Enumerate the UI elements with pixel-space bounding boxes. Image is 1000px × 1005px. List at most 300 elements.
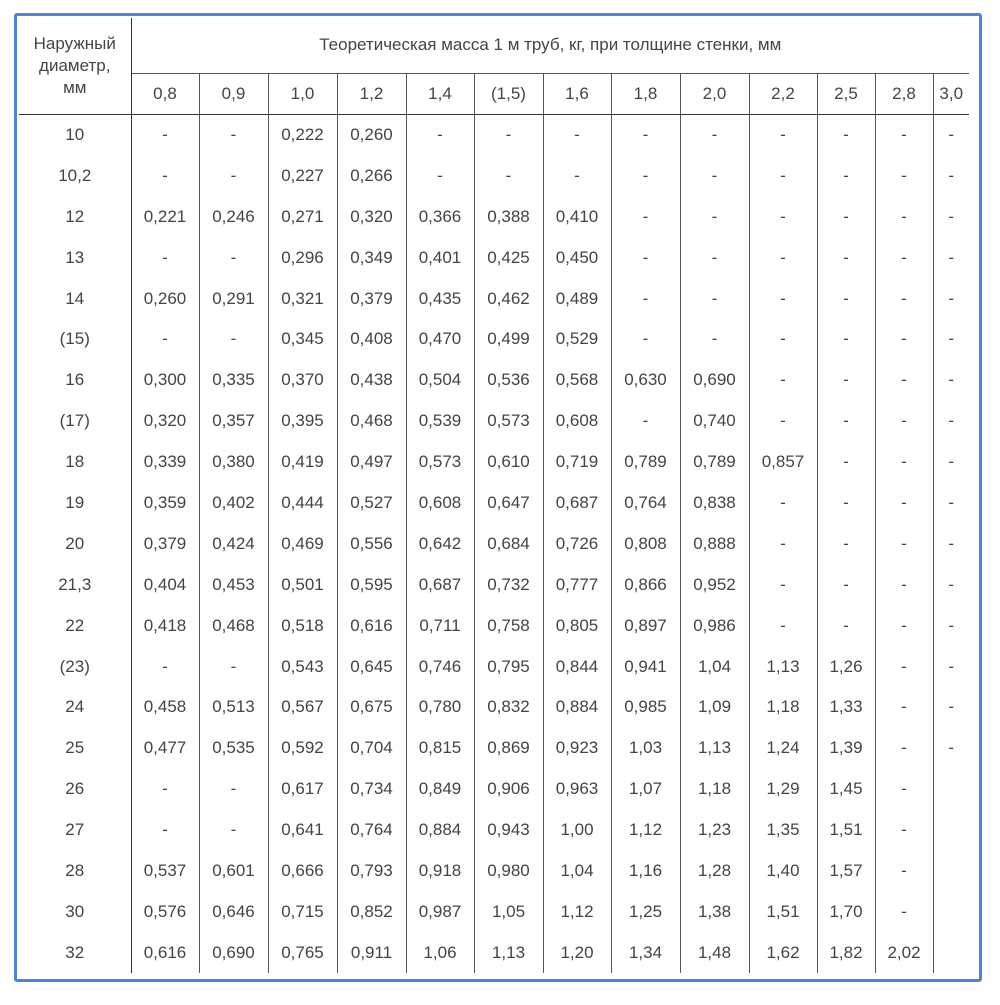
mass-cell: - xyxy=(680,114,749,155)
table-row xyxy=(19,523,969,564)
mass-cell: - xyxy=(199,810,268,851)
mass-cell: 1,07 xyxy=(611,769,680,810)
mass-cell: - xyxy=(875,646,933,687)
mass-cell: - xyxy=(875,196,933,237)
mass-cell: - xyxy=(875,360,933,401)
mass-cell: - xyxy=(875,769,933,810)
mass-cell: 0,646 xyxy=(199,891,268,932)
mass-cell: 0,296 xyxy=(268,237,337,278)
table-row xyxy=(19,237,969,278)
mass-cell: - xyxy=(948,452,955,472)
mass-cell: 0,424 xyxy=(199,523,268,564)
mass-cell: 1,45 xyxy=(817,769,875,810)
mass-cell: 0,504 xyxy=(406,360,474,401)
mass-cell: 0,462 xyxy=(474,278,543,319)
mass-cell: - xyxy=(948,533,955,553)
table-row xyxy=(19,851,969,892)
mass-cell: 1,23 xyxy=(680,810,749,851)
table-row xyxy=(19,810,969,851)
mass-cell: - xyxy=(131,646,199,687)
mass-cell: 0,985 xyxy=(611,687,680,728)
mass-cell: 0,808 xyxy=(611,523,680,564)
mass-cell xyxy=(933,810,969,851)
mass-cell: - xyxy=(199,646,268,687)
mass-cell: 0,884 xyxy=(406,810,474,851)
mass-cell: - xyxy=(817,278,875,319)
mass-cell: 0,410 xyxy=(543,196,611,237)
mass-cell: 0,501 xyxy=(268,564,337,605)
mass-cell: - xyxy=(817,564,875,605)
mass-cell: 0,923 xyxy=(543,728,611,769)
mass-cell: 0,349 xyxy=(337,237,406,278)
mass-cell: 1,26 xyxy=(817,646,875,687)
mass-cell: - xyxy=(749,155,817,196)
mass-title: Теоретическая масса 1 м труб, кг, при толщине стенки, мм xyxy=(131,18,969,73)
mass-cell: 0,444 xyxy=(268,483,337,524)
mass-cell: 0,380 xyxy=(199,442,268,483)
mass-cell: - xyxy=(948,370,955,390)
mass-cell: 0,789 xyxy=(680,442,749,483)
mass-cell: 1,13 xyxy=(474,932,543,973)
mass-cell: 0,379 xyxy=(131,523,199,564)
mass-cell: 0,869 xyxy=(474,728,543,769)
table-row xyxy=(19,687,969,728)
diameter-cell: 13 xyxy=(19,237,131,278)
mass-cell: 1,24 xyxy=(749,728,817,769)
mass-cell: 0,499 xyxy=(474,319,543,360)
mass-cell: 0,849 xyxy=(406,769,474,810)
mass-cell: - xyxy=(474,114,543,155)
mass-cell: - xyxy=(611,278,680,319)
mass-cell: 0,536 xyxy=(474,360,543,401)
mass-cell: - xyxy=(875,564,933,605)
mass-cell: - xyxy=(817,319,875,360)
mass-cell: - xyxy=(199,114,268,155)
mass-cell: 1,05 xyxy=(474,891,543,932)
table-frame xyxy=(14,13,982,982)
mass-cell xyxy=(933,851,969,892)
mass-cell: 1,13 xyxy=(749,646,817,687)
mass-cell: 0,726 xyxy=(543,523,611,564)
mass-cell: - xyxy=(199,319,268,360)
mass-cell: - xyxy=(948,411,955,431)
mass-cell: 0,758 xyxy=(474,605,543,646)
mass-cell: 0,987 xyxy=(406,891,474,932)
mass-cell: 0,592 xyxy=(268,728,337,769)
mass-cell: 0,852 xyxy=(337,891,406,932)
mass-cell: 1,13 xyxy=(680,728,749,769)
mass-cell: 0,857 xyxy=(749,442,817,483)
mass-cell: - xyxy=(749,605,817,646)
mass-cell: - xyxy=(611,155,680,196)
mass-cell: 0,438 xyxy=(337,360,406,401)
mass-cell: 0,271 xyxy=(268,196,337,237)
diameter-cell: (15) xyxy=(19,319,131,360)
table-row xyxy=(19,728,969,769)
thickness-header: 0,9 xyxy=(199,73,268,114)
table-row xyxy=(19,114,969,155)
mass-cell: - xyxy=(817,605,875,646)
mass-cell: 0,379 xyxy=(337,278,406,319)
mass-cell: 0,246 xyxy=(199,196,268,237)
mass-cell: - xyxy=(749,196,817,237)
thickness-header: (1,5) xyxy=(474,73,543,114)
mass-cell: - xyxy=(875,810,933,851)
mass-cell: 1,25 xyxy=(611,891,680,932)
mass-cell: 1,51 xyxy=(749,891,817,932)
mass-cell: - xyxy=(199,769,268,810)
mass-cell: - xyxy=(875,155,933,196)
mass-cell: 1,39 xyxy=(817,728,875,769)
table-row xyxy=(19,442,969,483)
mass-cell: - xyxy=(543,155,611,196)
mass-cell: 0,370 xyxy=(268,360,337,401)
mass-cell: - xyxy=(875,851,933,892)
mass-cell: - xyxy=(611,237,680,278)
diameter-label-line1: Наружный xyxy=(33,33,116,53)
mass-cell: - xyxy=(680,278,749,319)
mass-cell: 0,404 xyxy=(131,564,199,605)
mass-cell: 0,795 xyxy=(474,646,543,687)
mass-cell: 0,489 xyxy=(543,278,611,319)
diameter-cell: 26 xyxy=(19,769,131,810)
thickness-header: 1,8 xyxy=(611,73,680,114)
mass-cell: 0,647 xyxy=(474,483,543,524)
diameter-cell: 14 xyxy=(19,278,131,319)
mass-cell: 1,06 xyxy=(406,932,474,973)
mass-cell: 0,906 xyxy=(474,769,543,810)
mass-cell xyxy=(933,891,969,932)
mass-cell: - xyxy=(406,114,474,155)
mass-cell: 0,780 xyxy=(406,687,474,728)
diameter-cell: 10,2 xyxy=(19,155,131,196)
mass-cell: 0,266 xyxy=(337,155,406,196)
mass-cell: 1,18 xyxy=(680,769,749,810)
mass-cell: 0,573 xyxy=(406,442,474,483)
mass-cell: 0,359 xyxy=(131,483,199,524)
mass-cell: 1,34 xyxy=(611,932,680,973)
mass-cell: 1,18 xyxy=(749,687,817,728)
mass-cell: 0,513 xyxy=(199,687,268,728)
mass-cell: 0,321 xyxy=(268,278,337,319)
mass-cell: 2,02 xyxy=(875,932,933,973)
mass-cell: - xyxy=(948,615,955,635)
diameter-cell: (23) xyxy=(19,646,131,687)
thickness-header: 1,4 xyxy=(406,73,474,114)
mass-cell: 0,832 xyxy=(474,687,543,728)
mass-cell: 0,704 xyxy=(337,728,406,769)
mass-cell: - xyxy=(131,769,199,810)
thickness-header: 2,5 xyxy=(817,73,875,114)
mass-cell: 0,556 xyxy=(337,523,406,564)
thickness-header: 1,0 xyxy=(268,73,337,114)
thickness-header: 2,8 xyxy=(875,73,933,114)
mass-cell: - xyxy=(680,319,749,360)
mass-cell: - xyxy=(875,687,933,728)
mass-cell: - xyxy=(680,196,749,237)
mass-cell: - xyxy=(875,728,933,769)
mass-cell: 0,435 xyxy=(406,278,474,319)
mass-cell: - xyxy=(131,237,199,278)
mass-cell: 0,567 xyxy=(268,687,337,728)
mass-cell: 0,357 xyxy=(199,401,268,442)
mass-cell: 0,884 xyxy=(543,687,611,728)
mass-cell: - xyxy=(948,329,955,349)
thickness-header: 2,2 xyxy=(749,73,817,114)
mass-cell: 0,450 xyxy=(543,237,611,278)
mass-cell: - xyxy=(875,114,933,155)
mass-cell: 0,645 xyxy=(337,646,406,687)
diameter-cell: 16 xyxy=(19,360,131,401)
mass-cell: 0,764 xyxy=(337,810,406,851)
mass-cell: - xyxy=(131,155,199,196)
mass-cell: 0,732 xyxy=(474,564,543,605)
mass-cell: 1,16 xyxy=(611,851,680,892)
mass-cell: 0,227 xyxy=(268,155,337,196)
mass-cell: 0,458 xyxy=(131,687,199,728)
mass-cell: 0,260 xyxy=(131,278,199,319)
mass-cell: 0,943 xyxy=(474,810,543,851)
mass-cell: 0,335 xyxy=(199,360,268,401)
mass-cell: 0,616 xyxy=(131,932,199,973)
mass-cell: 0,866 xyxy=(611,564,680,605)
mass-cell: - xyxy=(611,401,680,442)
mass-cell: 0,401 xyxy=(406,237,474,278)
mass-cell: 0,527 xyxy=(337,483,406,524)
mass-cell: - xyxy=(817,401,875,442)
mass-cell: 0,666 xyxy=(268,851,337,892)
mass-cell: 0,734 xyxy=(337,769,406,810)
mass-cell: - xyxy=(948,124,955,144)
table-row xyxy=(19,564,969,605)
mass-cell: - xyxy=(948,697,955,717)
mass-cell: - xyxy=(199,237,268,278)
pipe-mass-table xyxy=(19,18,969,973)
mass-cell: 0,477 xyxy=(131,728,199,769)
mass-cell: 0,221 xyxy=(131,196,199,237)
mass-cell xyxy=(933,769,969,810)
mass-cell: 0,610 xyxy=(474,442,543,483)
thickness-header: 1,6 xyxy=(543,73,611,114)
diameter-cell: 24 xyxy=(19,687,131,728)
table-row xyxy=(19,646,969,687)
diameter-cell: 27 xyxy=(19,810,131,851)
mass-cell: - xyxy=(749,483,817,524)
table-row xyxy=(19,932,969,973)
diameter-cell: 19 xyxy=(19,483,131,524)
mass-cell: 1,35 xyxy=(749,810,817,851)
mass-cell: - xyxy=(543,114,611,155)
mass-cell: - xyxy=(817,196,875,237)
mass-cell: 0,568 xyxy=(543,360,611,401)
thickness-header: 3,0 xyxy=(933,73,969,114)
mass-cell: 0,601 xyxy=(199,851,268,892)
mass-cell: 0,986 xyxy=(680,605,749,646)
mass-cell: 1,62 xyxy=(749,932,817,973)
mass-cell: 0,844 xyxy=(543,646,611,687)
mass-cell: 1,82 xyxy=(817,932,875,973)
mass-cell: - xyxy=(749,278,817,319)
diameter-cell: 18 xyxy=(19,442,131,483)
mass-cell: 0,419 xyxy=(268,442,337,483)
mass-cell: 0,388 xyxy=(474,196,543,237)
table-row xyxy=(19,605,969,646)
mass-cell: 0,963 xyxy=(543,769,611,810)
mass-cell: 0,425 xyxy=(474,237,543,278)
diameter-cell: 28 xyxy=(19,851,131,892)
mass-cell xyxy=(933,932,969,973)
diameter-cell: 32 xyxy=(19,932,131,973)
mass-cell: 0,543 xyxy=(268,646,337,687)
mass-cell: 1,33 xyxy=(817,687,875,728)
mass-cell: 0,608 xyxy=(543,401,611,442)
table-row xyxy=(19,769,969,810)
mass-cell: 0,684 xyxy=(474,523,543,564)
diameter-label-line2: диаметр, xyxy=(39,55,111,75)
mass-cell: - xyxy=(474,155,543,196)
mass-cell: - xyxy=(817,483,875,524)
mass-cell: 0,941 xyxy=(611,646,680,687)
mass-cell: 1,40 xyxy=(749,851,817,892)
mass-cell: 0,469 xyxy=(268,523,337,564)
mass-cell: - xyxy=(131,319,199,360)
mass-cell: - xyxy=(406,155,474,196)
mass-cell: 1,03 xyxy=(611,728,680,769)
mass-cell: - xyxy=(875,605,933,646)
mass-cell: 0,630 xyxy=(611,360,680,401)
mass-cell: - xyxy=(817,155,875,196)
mass-cell: 0,535 xyxy=(199,728,268,769)
mass-cell: - xyxy=(875,442,933,483)
mass-cell: 0,815 xyxy=(406,728,474,769)
mass-cell: 0,260 xyxy=(337,114,406,155)
mass-cell: - xyxy=(199,155,268,196)
mass-cell: 0,980 xyxy=(474,851,543,892)
mass-cell: 0,952 xyxy=(680,564,749,605)
mass-cell: - xyxy=(749,564,817,605)
mass-cell: 1,09 xyxy=(680,687,749,728)
mass-cell: 0,918 xyxy=(406,851,474,892)
mass-cell: - xyxy=(875,237,933,278)
mass-cell: - xyxy=(875,891,933,932)
mass-cell: 0,765 xyxy=(268,932,337,973)
mass-cell: - xyxy=(749,401,817,442)
mass-cell: 0,690 xyxy=(680,360,749,401)
mass-cell: 0,518 xyxy=(268,605,337,646)
mass-cell: 0,595 xyxy=(337,564,406,605)
mass-cell: 0,740 xyxy=(680,401,749,442)
mass-cell: 0,897 xyxy=(611,605,680,646)
table-row xyxy=(19,360,969,401)
mass-cell: 0,641 xyxy=(268,810,337,851)
mass-cell: - xyxy=(948,492,955,512)
mass-cell: 0,291 xyxy=(199,278,268,319)
mass-cell: - xyxy=(875,278,933,319)
mass-cell: - xyxy=(749,360,817,401)
mass-cell: - xyxy=(611,114,680,155)
mass-cell: 0,366 xyxy=(406,196,474,237)
thickness-header: 2,0 xyxy=(680,73,749,114)
mass-cell: 0,320 xyxy=(337,196,406,237)
mass-cell: 1,00 xyxy=(543,810,611,851)
mass-cell: 0,408 xyxy=(337,319,406,360)
mass-cell: 0,529 xyxy=(543,319,611,360)
mass-cell: - xyxy=(817,523,875,564)
table-row xyxy=(19,155,969,196)
mass-cell: 0,470 xyxy=(406,319,474,360)
table-row xyxy=(19,483,969,524)
mass-cell: 1,57 xyxy=(817,851,875,892)
mass-cell: 0,715 xyxy=(268,891,337,932)
mass-cell: 1,12 xyxy=(611,810,680,851)
mass-cell: 0,642 xyxy=(406,523,474,564)
mass-cell: 0,402 xyxy=(199,483,268,524)
mass-cell: 0,617 xyxy=(268,769,337,810)
mass-cell: 0,687 xyxy=(543,483,611,524)
mass-cell: 1,38 xyxy=(680,891,749,932)
mass-cell: 0,777 xyxy=(543,564,611,605)
mass-cell: 0,838 xyxy=(680,483,749,524)
mass-cell: 0,497 xyxy=(337,442,406,483)
mass-cell: 0,687 xyxy=(406,564,474,605)
table-row xyxy=(19,196,969,237)
mass-cell: - xyxy=(680,155,749,196)
table-row xyxy=(19,319,969,360)
diameter-label-line3: мм xyxy=(63,77,87,97)
mass-cell: 0,805 xyxy=(543,605,611,646)
mass-cell: 1,04 xyxy=(680,646,749,687)
mass-cell: 0,395 xyxy=(268,401,337,442)
mass-cell: 0,222 xyxy=(268,114,337,155)
mass-cell: 0,911 xyxy=(337,932,406,973)
mass-cell: - xyxy=(875,401,933,442)
mass-cell: 0,468 xyxy=(199,605,268,646)
diameter-cell: 12 xyxy=(19,196,131,237)
mass-cell: - xyxy=(817,442,875,483)
mass-cell: 0,576 xyxy=(131,891,199,932)
mass-cell: - xyxy=(948,247,955,267)
mass-cell: 1,29 xyxy=(749,769,817,810)
thickness-header: 1,2 xyxy=(337,73,406,114)
mass-cell: - xyxy=(680,237,749,278)
diameter-cell: 30 xyxy=(19,891,131,932)
thickness-header: 0,8 xyxy=(131,73,199,114)
mass-cell: 1,70 xyxy=(817,891,875,932)
mass-cell: 0,764 xyxy=(611,483,680,524)
mass-cell: 0,320 xyxy=(131,401,199,442)
mass-cell: 0,608 xyxy=(406,483,474,524)
mass-cell: 0,719 xyxy=(543,442,611,483)
mass-cell: 1,20 xyxy=(543,932,611,973)
mass-cell: 0,616 xyxy=(337,605,406,646)
mass-cell: - xyxy=(875,523,933,564)
mass-cell: - xyxy=(875,319,933,360)
mass-cell: - xyxy=(131,114,199,155)
mass-cell: 1,28 xyxy=(680,851,749,892)
mass-cell: - xyxy=(817,360,875,401)
mass-cell: - xyxy=(817,237,875,278)
mass-cell: - xyxy=(611,196,680,237)
mass-cell: - xyxy=(749,237,817,278)
mass-cell: - xyxy=(611,319,680,360)
mass-cell: 0,888 xyxy=(680,523,749,564)
table-row xyxy=(19,278,969,319)
mass-cell: - xyxy=(749,114,817,155)
mass-cell: 0,746 xyxy=(406,646,474,687)
mass-cell: - xyxy=(131,810,199,851)
diameter-cell: (17) xyxy=(19,401,131,442)
mass-cell: 1,51 xyxy=(817,810,875,851)
